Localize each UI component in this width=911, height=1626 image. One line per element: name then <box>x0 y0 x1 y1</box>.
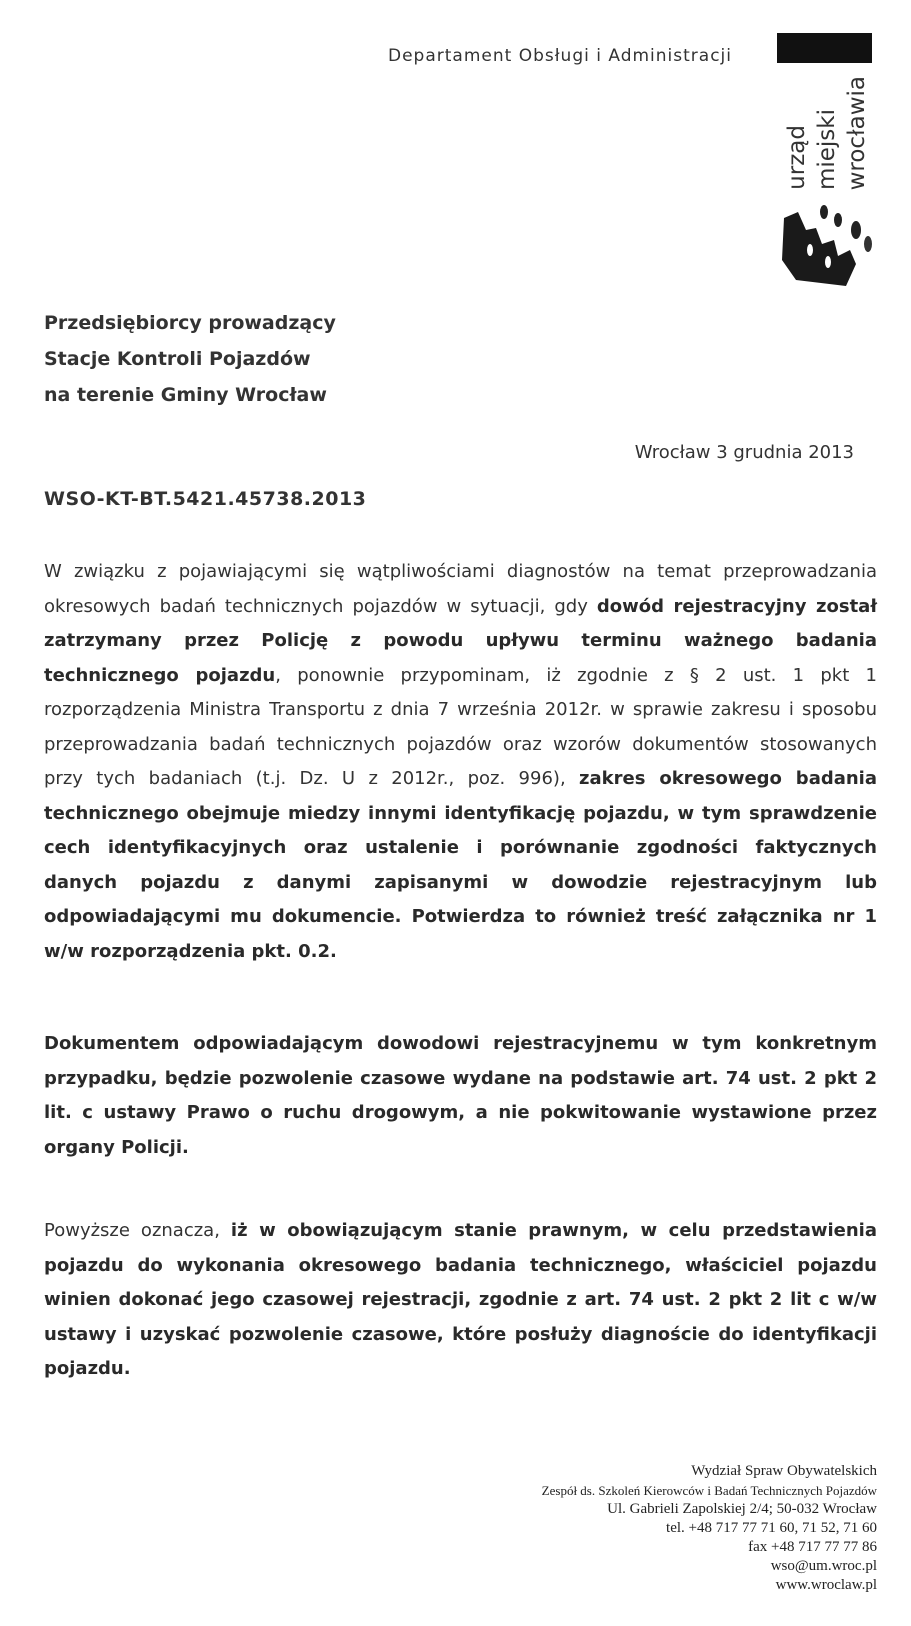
body-paragraph-2 <box>44 1027 877 1165</box>
body-paragraph-3 <box>44 1214 877 1387</box>
addressee-line: Stacje Kontroli Pojazdów <box>44 348 311 370</box>
footer-team: Zespół ds. Szkoleń Kierowców i Badań Technicznych Pojazdów <box>541 1483 877 1498</box>
hand-print-logo-icon <box>776 200 876 290</box>
city-office-logo <box>782 62 874 190</box>
letter-date: Wrocław 3 grudnia 2013 <box>634 442 854 463</box>
logo-line-urzad: urząd <box>784 125 810 190</box>
footer-tel: tel. +48 717 77 71 60, 71 52, 71 60 <box>666 1520 877 1536</box>
logo-line-miejski: miejski <box>814 108 840 190</box>
paragraph-segment-bold: dowód rejestracyjny został zatrzymany przez Policję z powodu upływu terminu ważnego badania technicznego pojazdu <box>44 595 877 686</box>
footer-address: Ul. Gabrieli Zapolskiej 2/4; 50-032 Wrocław <box>607 1501 877 1517</box>
paragraph-segment: W związku z pojawiającymi się wątpliwościami diagnostów na temat przeprowadzania okresowych badań technicznych pojazdów w sytuacji, gdy <box>44 561 877 617</box>
logo-black-bar <box>777 33 872 63</box>
paragraph-segment-bold: Dokumentem odpowiadającym dowodowi rejestracyjnemu w tym konkretnym przypadku, będzie pozwolenie czasowe wydane na podstawie art. 74 ust. 2 pkt 2 lit. c ustawy Prawo o ruchu drogowym, a nie pokwitowanie wystawione przez organy Policji. <box>44 1033 877 1158</box>
footer-website[interactable]: www.wroclaw.pl <box>775 1577 877 1593</box>
paragraph-segment: , ponownie przypominam, iż zgodnie z § 2 ust. 1 pkt 1 rozporządzenia Ministra Transportu z dnia 7 września 2012r. w sprawie zakresu i sposobu przeprowadzania badań technicznych pojazdów oraz wzorów dokumentów stosowanych przy tych badaniach (t.j. Dz. U z 2012r., poz. 996), <box>44 664 877 789</box>
footer-email[interactable]: wso@um.wroc.pl <box>770 1558 877 1574</box>
footer-contact-block <box>542 1462 877 1595</box>
reference-number: WSO-KT-BT.5421.45738.2013 <box>44 488 367 510</box>
footer-unit: Wydział Spraw Obywatelskich <box>691 1463 877 1479</box>
paragraph-segment-bold: zakres okresowego badania technicznego obejmuje miedzy innymi identyfikację pojazdu, w tym sprawdzenie cech identyfikacyjnych oraz ustalenie i porównanie zgodności faktycznych danych pojazdu z danymi zapisanymi w dowodzie rejestracyjnym lub odpowiadającymi mu dokumencie. Potwierdza to również treść załącznika nr 1 w/w rozporządzenia pkt. 0.2. <box>44 768 878 962</box>
addressee-block <box>44 305 336 413</box>
logo-line-wroclawia: wrocławia <box>844 75 870 190</box>
addressee-line: na terenie Gminy Wrocław <box>44 384 327 406</box>
body-paragraph-1 <box>44 555 877 969</box>
addressee-line: Przedsiębiorcy prowadzący <box>44 312 336 334</box>
paragraph-segment-bold: iż w obowiązującym stanie prawnym, w celu przedstawienia pojazdu do wykonania okresowego badania technicznego, właściciel pojazdu winien dokonać jego czasowej rejestracji, zgodnie z art. 74 ust. 2 pkt 2 lit c w/w ustawy i uzyskać pozwolenie czasowe, które posłuży diagnoście do identyfikacji pojazdu. <box>44 1220 878 1379</box>
department-name: Departament Obsługi i Administracji <box>388 46 732 66</box>
footer-fax: fax +48 717 77 77 86 <box>748 1539 877 1555</box>
paragraph-segment: Powyższe oznacza, <box>44 1220 231 1241</box>
